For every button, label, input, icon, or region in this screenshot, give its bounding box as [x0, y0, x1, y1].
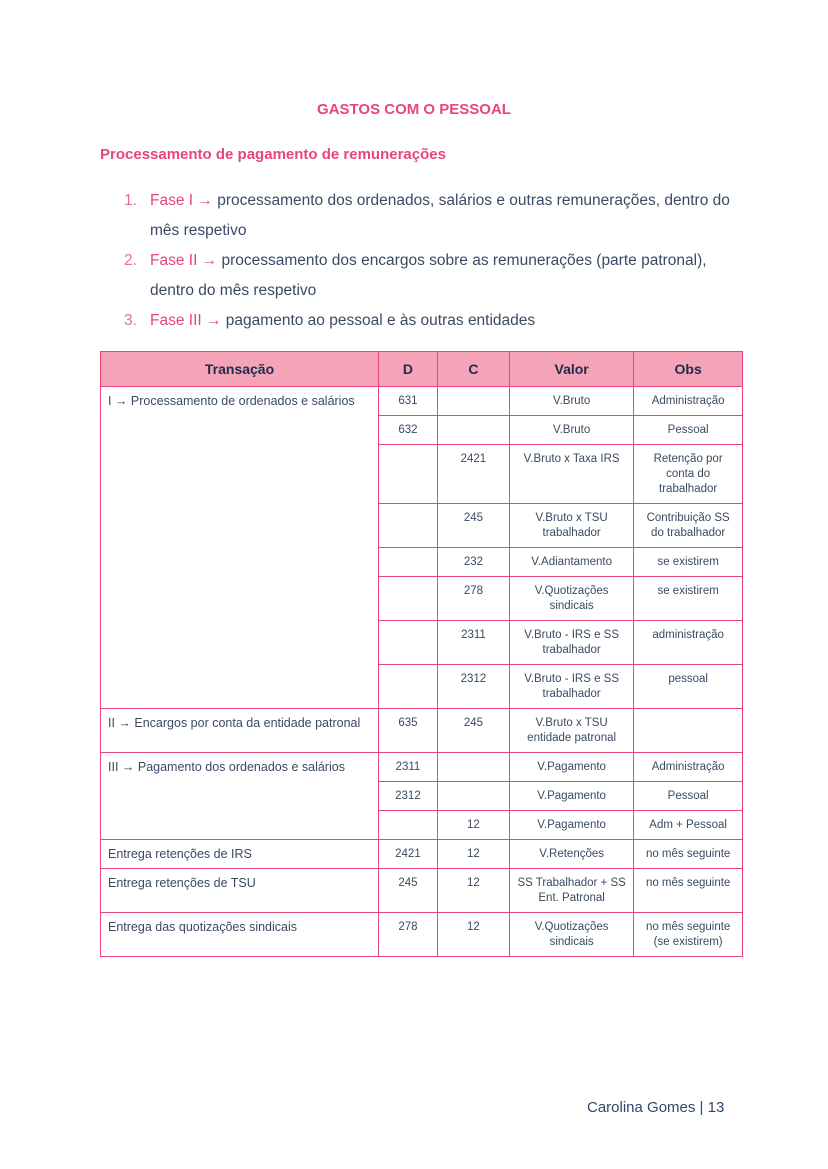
obs-cell: pessoal: [634, 665, 743, 709]
table-row: [101, 840, 743, 869]
debit-cell: 632: [379, 416, 438, 445]
debit-cell: 2421: [379, 840, 438, 869]
obs-cell: no mês seguinte: [634, 840, 743, 869]
table-row: [101, 387, 743, 416]
credit-cell: [437, 753, 509, 782]
valor-cell: V.Quotizações sindicais: [509, 577, 633, 621]
phase-label: Fase III →: [150, 312, 222, 329]
phase-label: Fase I →: [150, 192, 213, 209]
phase-text: pagamento ao pessoal e às outras entidades: [221, 312, 536, 329]
header-debit: D: [379, 352, 438, 387]
valor-cell: V.Pagamento: [509, 811, 633, 840]
valor-cell: V.Bruto x TSU trabalhador: [509, 504, 633, 548]
section-subtitle: Processamento de pagamento de remunerações: [100, 146, 446, 163]
debit-cell: 278: [379, 913, 438, 957]
debit-cell: [379, 445, 438, 504]
debit-cell: 245: [379, 869, 438, 913]
credit-cell: [437, 387, 509, 416]
valor-cell: V.Pagamento: [509, 782, 633, 811]
phases-list: [124, 186, 744, 336]
obs-cell: Adm + Pessoal: [634, 811, 743, 840]
obs-cell: Administração: [634, 753, 743, 782]
transaction-cell: Entrega retenções de IRS: [101, 840, 379, 869]
credit-cell: 2312: [437, 665, 509, 709]
debit-cell: [379, 504, 438, 548]
debit-cell: 631: [379, 387, 438, 416]
valor-cell: V.Bruto - IRS e SS trabalhador: [509, 621, 633, 665]
phase-text: processamento dos encargos sobre as remunerações (parte patronal), dentro do mês respetivo: [150, 252, 707, 299]
phase-number: 1.: [124, 192, 137, 209]
debit-cell: [379, 548, 438, 577]
table-row: [101, 913, 743, 957]
table-header-row: [101, 352, 743, 387]
credit-cell: 245: [437, 709, 509, 753]
table-body: [101, 387, 743, 957]
credit-cell: 278: [437, 577, 509, 621]
phase-item: [124, 306, 744, 336]
obs-cell: Contribuição SS do trabalhador: [634, 504, 743, 548]
transaction-cell: II → Encargos por conta da entidade patronal: [101, 709, 379, 753]
valor-cell: V.Retenções: [509, 840, 633, 869]
obs-cell: [634, 709, 743, 753]
credit-cell: [437, 416, 509, 445]
valor-cell: V.Bruto - IRS e SS trabalhador: [509, 665, 633, 709]
obs-cell: administração: [634, 621, 743, 665]
debit-cell: 2312: [379, 782, 438, 811]
debit-cell: [379, 811, 438, 840]
phase-number: 3.: [124, 312, 137, 329]
obs-cell: Retenção por conta do trabalhador: [634, 445, 743, 504]
credit-cell: 245: [437, 504, 509, 548]
credit-cell: 12: [437, 811, 509, 840]
credit-cell: 12: [437, 913, 509, 957]
accounting-table: [100, 351, 743, 957]
credit-cell: 2311: [437, 621, 509, 665]
debit-cell: 2311: [379, 753, 438, 782]
credit-cell: 12: [437, 869, 509, 913]
phase-text: processamento dos ordenados, salários e outras remunerações, dentro do mês respetivo: [150, 192, 730, 239]
valor-cell: V.Bruto: [509, 387, 633, 416]
table-row: [101, 869, 743, 913]
transaction-cell: III → Pagamento dos ordenados e salários: [101, 753, 379, 840]
obs-cell: se existirem: [634, 577, 743, 621]
obs-cell: no mês seguinte (se existirem): [634, 913, 743, 957]
credit-cell: 232: [437, 548, 509, 577]
transaction-cell: Entrega das quotizações sindicais: [101, 913, 379, 957]
obs-cell: Administração: [634, 387, 743, 416]
phase-number: 2.: [124, 252, 137, 269]
header-valor: Valor: [509, 352, 633, 387]
valor-cell: V.Pagamento: [509, 753, 633, 782]
valor-cell: V.Adiantamento: [509, 548, 633, 577]
valor-cell: V.Quotizações sindicais: [509, 913, 633, 957]
credit-cell: 2421: [437, 445, 509, 504]
obs-cell: se existirem: [634, 548, 743, 577]
valor-cell: V.Bruto: [509, 416, 633, 445]
phase-label: Fase II →: [150, 252, 218, 269]
debit-cell: [379, 577, 438, 621]
phase-item: [124, 186, 744, 246]
debit-cell: 635: [379, 709, 438, 753]
obs-cell: Pessoal: [634, 416, 743, 445]
debit-cell: [379, 665, 438, 709]
obs-cell: no mês seguinte: [634, 869, 743, 913]
valor-cell: V.Bruto x Taxa IRS: [509, 445, 633, 504]
debit-cell: [379, 621, 438, 665]
credit-cell: 12: [437, 840, 509, 869]
table-row: [101, 709, 743, 753]
valor-cell: SS Trabalhador + SS Ent. Patronal: [509, 869, 633, 913]
transaction-cell: I → Processamento de ordenados e salários: [101, 387, 379, 709]
transaction-cell: Entrega retenções de TSU: [101, 869, 379, 913]
page-footer: Carolina Gomes | 13: [587, 1099, 725, 1116]
phase-item: [124, 246, 744, 306]
credit-cell: [437, 782, 509, 811]
header-obs: Obs: [634, 352, 743, 387]
obs-cell: Pessoal: [634, 782, 743, 811]
valor-cell: V.Bruto x TSU entidade patronal: [509, 709, 633, 753]
page-title: GASTOS COM O PESSOAL: [317, 101, 511, 118]
header-credit: C: [437, 352, 509, 387]
header-transacao: Transação: [101, 352, 379, 387]
table-row: [101, 753, 743, 782]
